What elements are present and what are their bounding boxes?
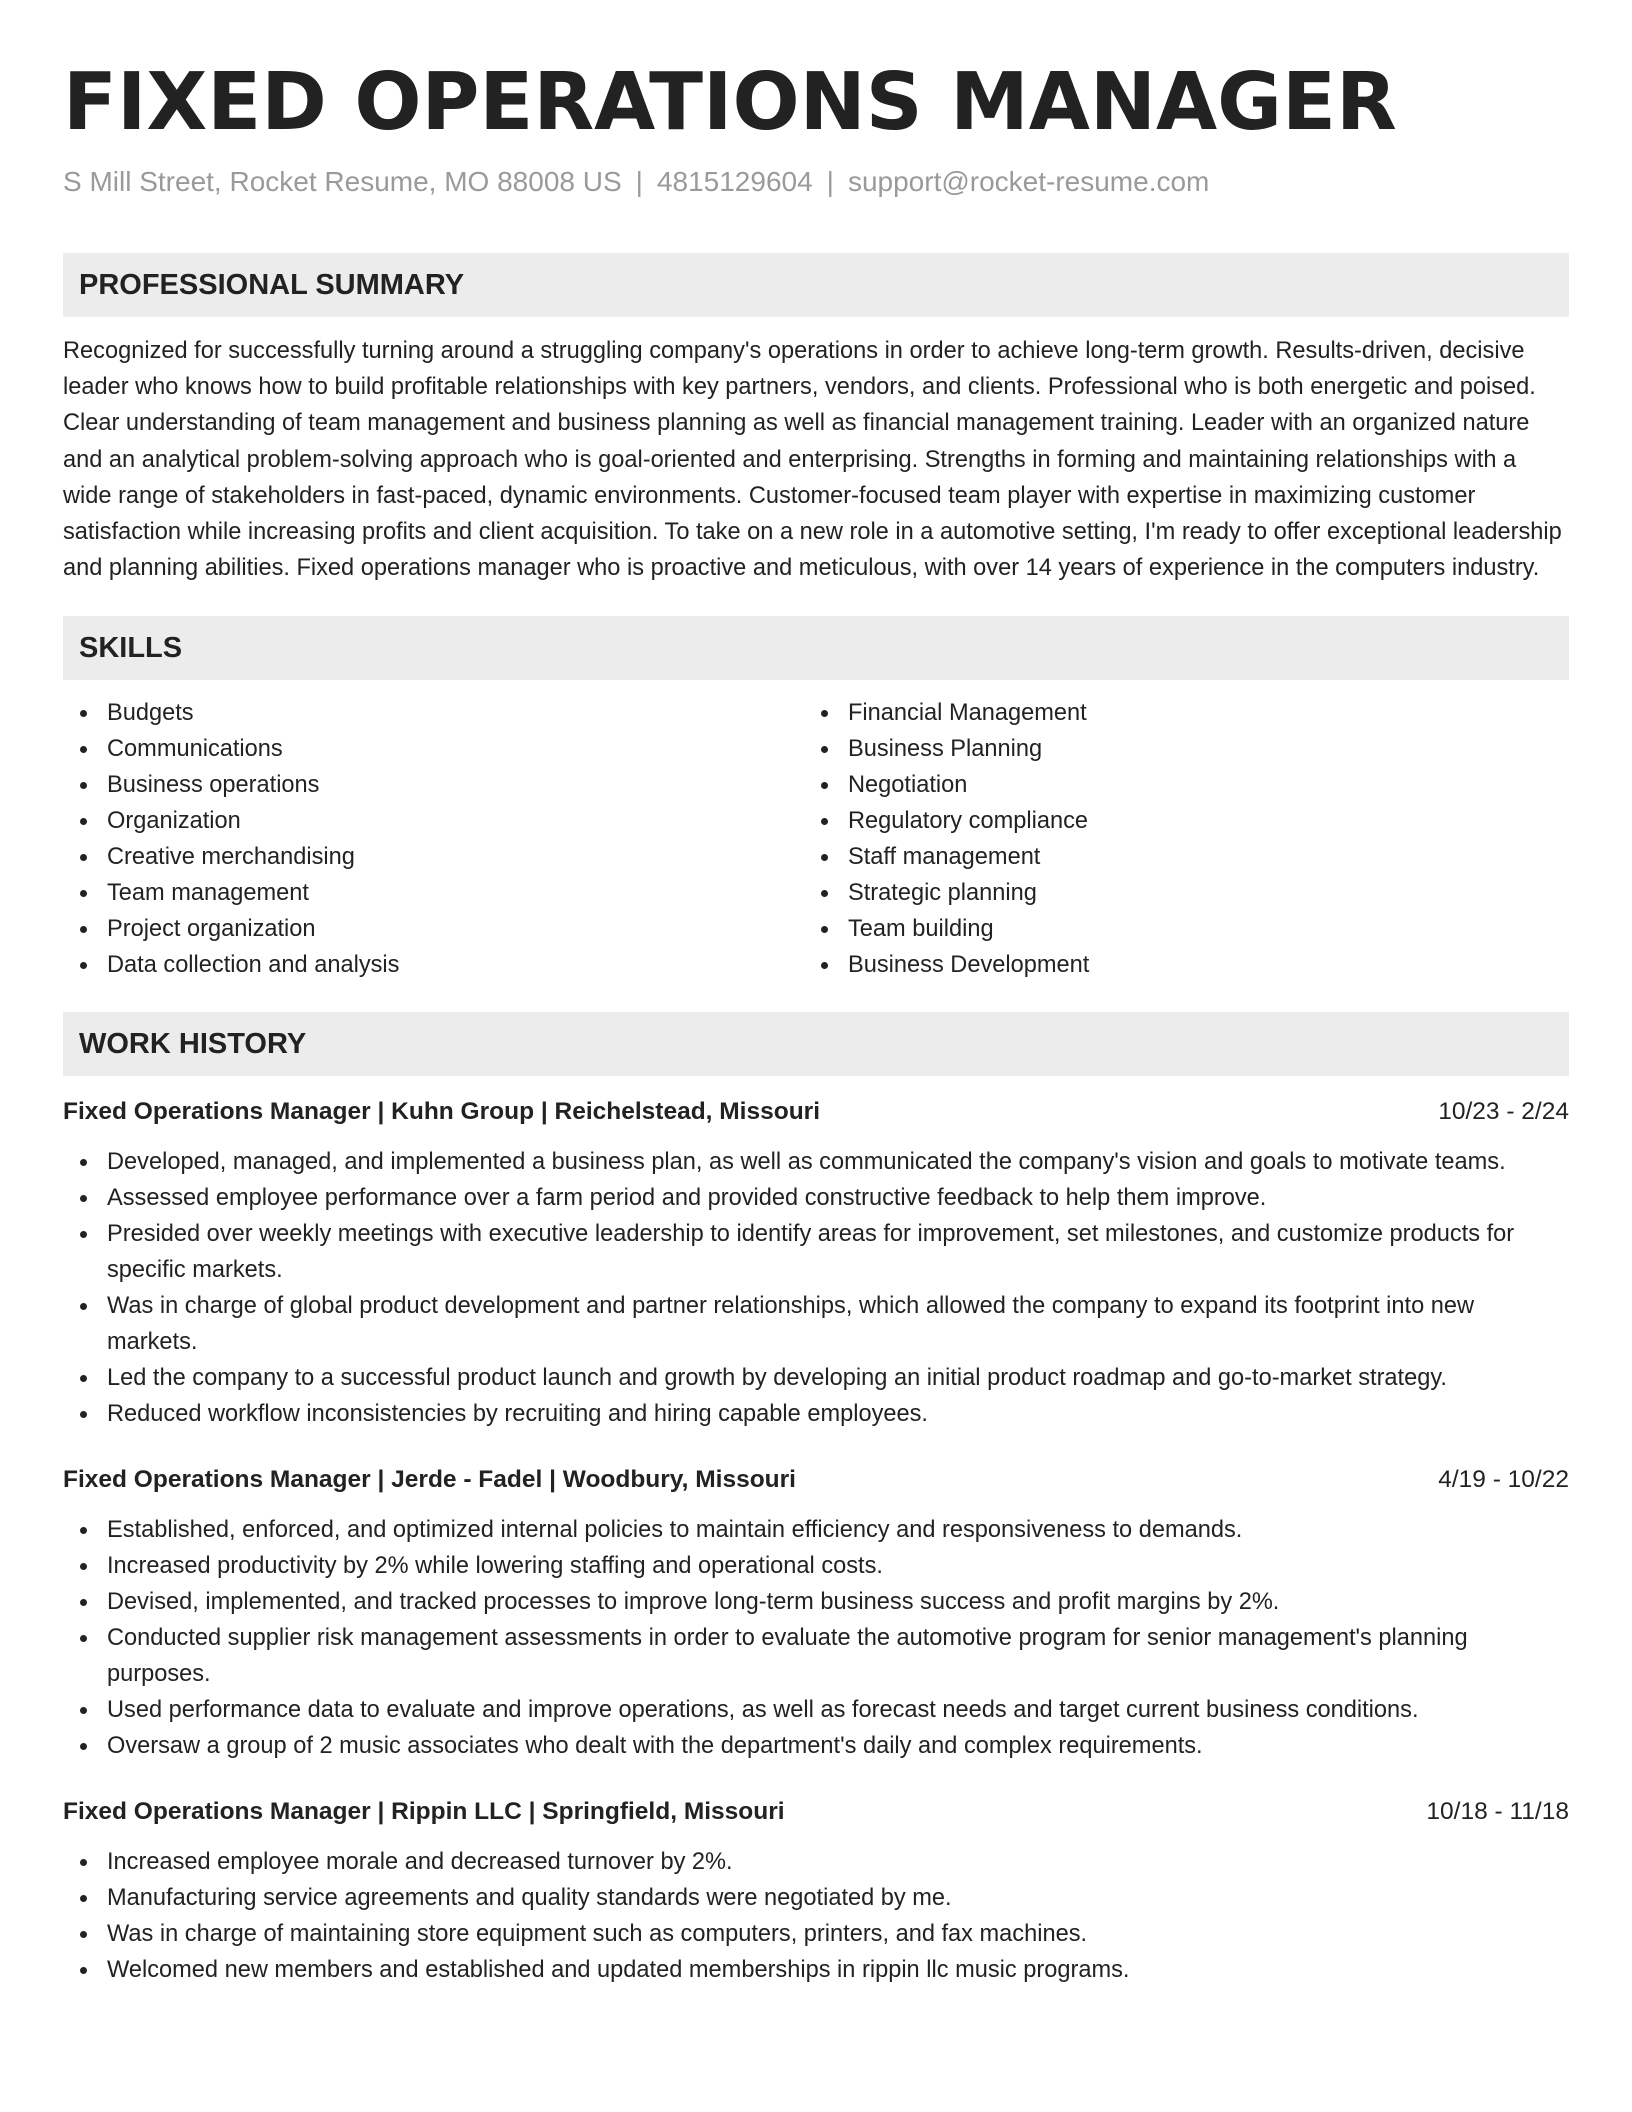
job-bullets bbox=[63, 1144, 1569, 1432]
job-bullet: Was in charge of maintaining store equipment such as computers, printers, and fax machines. bbox=[107, 1916, 1569, 1952]
contact-phone: 4815129604 bbox=[656, 166, 813, 197]
job-title: Fixed Operations Manager | Kuhn Group | Reichelstead, Missouri bbox=[63, 1098, 821, 1126]
job-dates: 4/19 - 10/22 bbox=[1438, 1466, 1569, 1494]
job-title: Fixed Operations Manager | Rippin LLC | Springfield, Missouri bbox=[63, 1798, 785, 1826]
skills-column-left bbox=[63, 695, 804, 983]
skill-item: Organization bbox=[107, 803, 804, 839]
skill-item: Financial Management bbox=[848, 695, 1545, 731]
contact-separator: | bbox=[826, 166, 834, 197]
job-bullet: Developed, managed, and implemented a business plan, as well as communicated the company's vision and goals to motivate teams. bbox=[107, 1144, 1569, 1180]
skills-heading: SKILLS bbox=[63, 616, 1569, 680]
skill-item: Data collection and analysis bbox=[107, 947, 804, 983]
skill-item: Project organization bbox=[107, 911, 804, 947]
skills-grid bbox=[63, 695, 1569, 983]
job-entry bbox=[63, 1794, 1569, 1988]
skill-item: Creative merchandising bbox=[107, 839, 804, 875]
job-title: Fixed Operations Manager | Jerde - Fadel | Woodbury, Missouri bbox=[63, 1466, 796, 1494]
work-history-heading: WORK HISTORY bbox=[63, 1012, 1569, 1076]
job-bullet: Increased employee morale and decreased turnover by 2%. bbox=[107, 1844, 1569, 1880]
job-bullets bbox=[63, 1512, 1569, 1764]
job-header bbox=[63, 1462, 1569, 1498]
skill-item: Regulatory compliance bbox=[848, 803, 1545, 839]
summary-heading: PROFESSIONAL SUMMARY bbox=[63, 253, 1569, 317]
skill-item: Team management bbox=[107, 875, 804, 911]
contact-line bbox=[63, 162, 1569, 202]
contact-address: S Mill Street, Rocket Resume, MO 88008 US bbox=[63, 166, 622, 197]
job-bullet: Reduced workflow inconsistencies by recruiting and hiring capable employees. bbox=[107, 1396, 1569, 1432]
contact-email: support@rocket-resume.com bbox=[847, 166, 1210, 197]
skill-item: Team building bbox=[848, 911, 1545, 947]
skill-item: Business Development bbox=[848, 947, 1545, 983]
job-dates: 10/18 - 11/18 bbox=[1426, 1798, 1569, 1826]
job-bullet: Increased productivity by 2% while lowering staffing and operational costs. bbox=[107, 1548, 1569, 1584]
job-entry bbox=[63, 1462, 1569, 1764]
skill-item: Negotiation bbox=[848, 767, 1545, 803]
skill-item: Staff management bbox=[848, 839, 1545, 875]
job-bullet: Manufacturing service agreements and quality standards were negotiated by me. bbox=[107, 1880, 1569, 1916]
job-bullet: Oversaw a group of 2 music associates who dealt with the department's daily and complex requirements. bbox=[107, 1728, 1569, 1764]
job-bullet: Conducted supplier risk management assessments in order to evaluate the automotive program for senior management's planning purposes. bbox=[107, 1620, 1569, 1692]
job-bullet: Was in charge of global product development and partner relationships, which allowed the company to expand its footprint into new markets. bbox=[107, 1288, 1569, 1360]
skill-item: Business Planning bbox=[848, 731, 1545, 767]
job-bullets bbox=[63, 1844, 1569, 1988]
job-bullet: Welcomed new members and established and updated memberships in rippin llc music programs. bbox=[107, 1952, 1569, 1988]
job-bullet: Devised, implemented, and tracked processes to improve long-term business success and profit margins by 2%. bbox=[107, 1584, 1569, 1620]
job-bullet: Used performance data to evaluate and improve operations, as well as forecast needs and target current business conditions. bbox=[107, 1692, 1569, 1728]
job-bullet: Presided over weekly meetings with executive leadership to identify areas for improvement, set milestones, and customize products for specific markets. bbox=[107, 1216, 1569, 1288]
job-dates: 10/23 - 2/24 bbox=[1438, 1098, 1569, 1126]
contact-separator: | bbox=[635, 166, 643, 197]
job-bullet: Established, enforced, and optimized internal policies to maintain efficiency and responsiveness to demands. bbox=[107, 1512, 1569, 1548]
skill-item: Business operations bbox=[107, 767, 804, 803]
skill-item: Budgets bbox=[107, 695, 804, 731]
skill-item: Strategic planning bbox=[848, 875, 1545, 911]
job-bullet: Assessed employee performance over a farm period and provided constructive feedback to help them improve. bbox=[107, 1180, 1569, 1216]
job-header bbox=[63, 1794, 1569, 1830]
summary-text: Recognized for successfully turning around a struggling company's operations in order to achieve long-term growth. Results-driven, decisive leader who knows how to build profitable relationships with key partners, vendors, and clients. Professional who is both energetic and poised. Clear understanding of team management and business planning as well as financial management training. Leader with an organized nature and an analytical problem-solving approach who is goal-oriented and enterprising. Strengths in forming and maintaining relationships with a wide range of stakeholders in fast-paced, dynamic environments. Customer-focused team player with expertise in maximizing customer satisfaction while increasing profits and client acquisition. To take on a new role in a automotive setting, I'm ready to offer exceptional leadership and planning abilities. Fixed operations manager who is proactive and meticulous, with over 14 years of experience in the computers industry. bbox=[63, 338, 1562, 582]
job-bullet: Led the company to a successful product launch and growth by developing an initial product roadmap and go-to-market strategy. bbox=[107, 1360, 1569, 1396]
skills-column-right bbox=[804, 695, 1545, 983]
job-entry bbox=[63, 1094, 1569, 1432]
job-header bbox=[63, 1094, 1569, 1130]
resume-name: FIXED OPERATIONS MANAGER bbox=[63, 56, 1397, 148]
skill-item: Communications bbox=[107, 731, 804, 767]
